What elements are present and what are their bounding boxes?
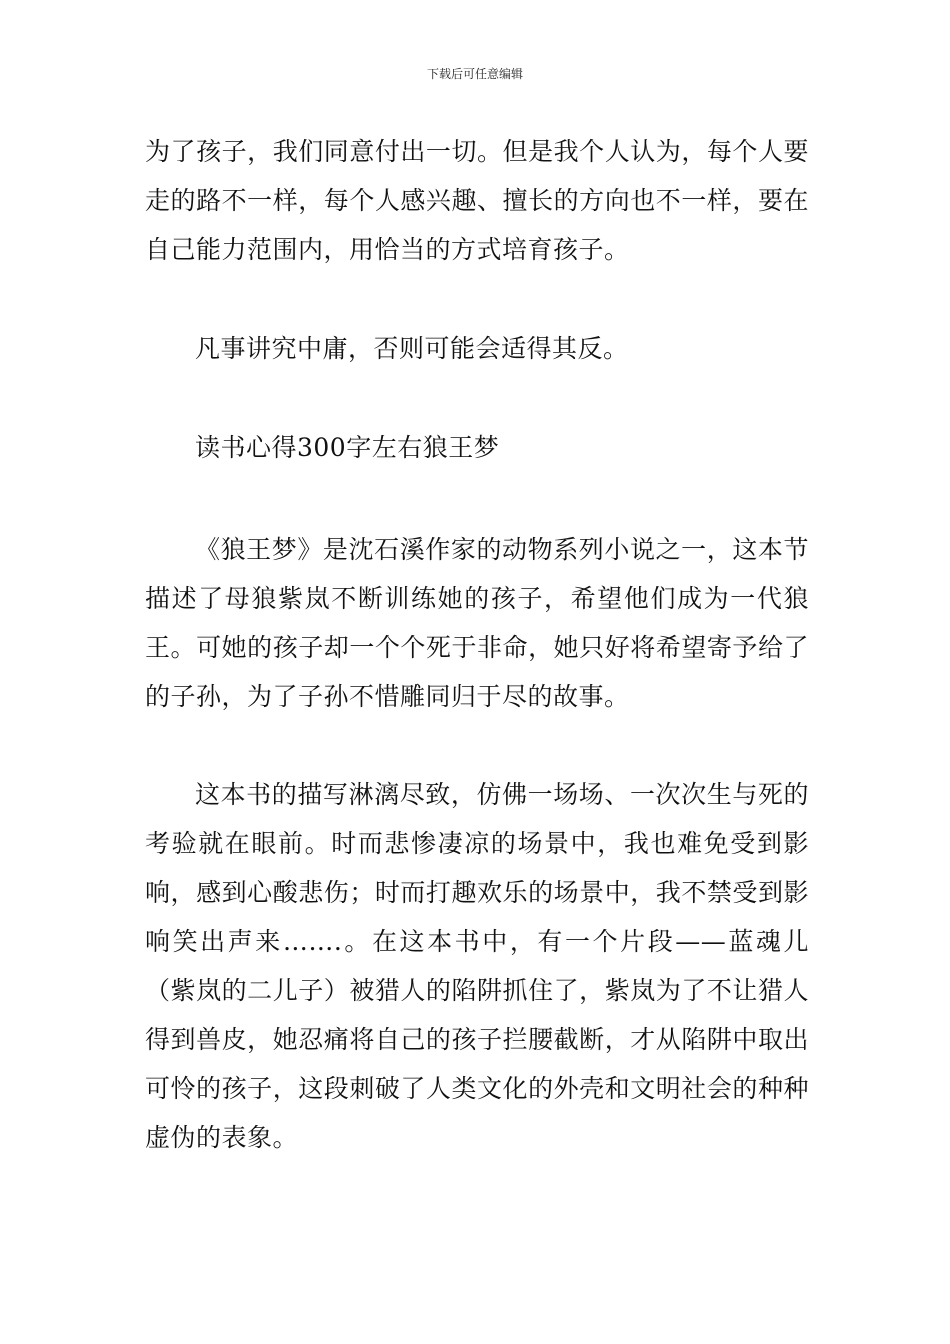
paragraph-3: 《狼王梦》是沈石溪作家的动物系列小说之一，这本节描述了母狼紫岚不断训练她的孩子，希望他们成为一代狼王。可她的孩子却一个个死于非命，她只好将希望寄予给了的子孙，为了子孙不惜雕同归于尽的故事。 bbox=[145, 535, 809, 711]
paragraph-2: 凡事讲究中庸，否则可能会适得其反。 bbox=[195, 334, 629, 363]
paragraph-1: 为了孩子，我们同意付出一切。但是我个人认为，每个人要走的路不一样，每个人感兴趣、擅长的方向也不一样，要在自己能力范围内，用恰当的方式培育孩子。 bbox=[145, 137, 809, 264]
page-header: 下载后可任意编辑 bbox=[426, 67, 523, 81]
paragraph-4: 这本书的描写淋漓尽致，仿佛一场场、一次次生与死的考验就在眼前。时而悲惨凄凉的场景中，我也难免受到影响，感到心酸悲伤；时而打趣欢乐的场景中，我不禁受到影响笑出声来…….。在这本书中，有一个片段——蓝魂儿（紫岚的二儿子）被猎人的陷阱抓住了，紫岚为了不让猎人得到兽皮，她忍痛将自己的孩子拦腰截断，才从陷阱中取出可怜的孩子，这段刺破了人类文化的外壳和文明社会的种种虚伪的表象。 bbox=[145, 780, 809, 1152]
section-title: 读书心得300字左右狼王梦 bbox=[195, 433, 500, 462]
